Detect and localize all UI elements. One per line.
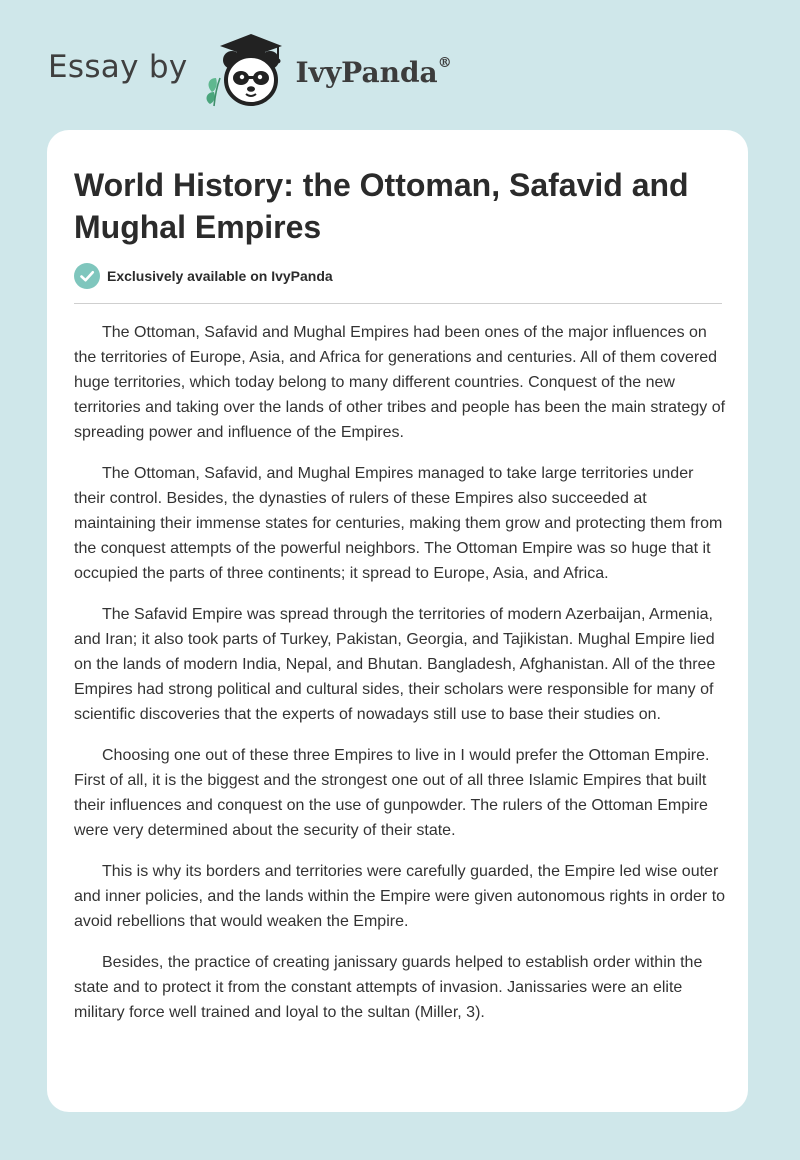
page-title: World History: the Ottoman, Safavid and Mughal Empires bbox=[74, 167, 689, 245]
paragraph: This is why its borders and territories were carefully guarded, the Empire led wise outer and inner policies, and the lands within the Empire were given autonomous rights in order to avoid rebellions that would weaken the Empire. bbox=[74, 863, 726, 930]
essay-body bbox=[74, 320, 726, 1041]
paragraph: The Ottoman, Safavid, and Mughal Empires managed to take large territories under their control. Besides, the dynasties of rulers of these Empires also succeeded at maintaining their immense states for centuries, making them grow and protecting them from the conquest attempts of the powerful neighbors. The Ottoman Empire was so huge that it occupied the parts of three continents; it spread to Europe, Asia, and Africa. bbox=[74, 465, 723, 582]
essay-by-label: Essay by bbox=[48, 49, 188, 85]
paragraph: Choosing one out of these three Empires to live in I would prefer the Ottoman Empire. First of all, it is the biggest and the strongest one out of all three Islamic Empires that built their influences and conquest on the use of gunpowder. The rulers of the Ottoman Empire were very determined about the security of their state. bbox=[74, 747, 710, 839]
panda-graduate-icon bbox=[204, 30, 290, 110]
registered-mark: ® bbox=[437, 55, 452, 72]
check-circle-icon bbox=[74, 263, 100, 289]
brand-name bbox=[296, 56, 452, 89]
paragraph: The Ottoman, Safavid and Mughal Empires had been ones of the major influences on the territories of Europe, Asia, and Africa for generations and centuries. All of them covered huge territories, which today belong to many different countries. Conquest of the new territories and taking over the lands of other tribes and people has been the main strategy of spreading power and influence of the Empires. bbox=[74, 324, 726, 441]
essay-card bbox=[47, 130, 748, 1112]
exclusive-badge bbox=[74, 263, 333, 289]
brand-name-text: IvyPanda bbox=[295, 55, 438, 89]
paragraph: The Safavid Empire was spread through the territories of modern Azerbaijan, Armenia, and Iran; it also took parts of Turkey, Pakistan, Georgia, and Tajikistan. Mughal Empire lied on the lands of modern India, Nepal, and Bhutan. Bangladesh, Afghanistan. All of the three Empires had strong political and cultural sides, their scholars were responsible for many of scientific discoveries that the experts of nowadays still use to base their studies on. bbox=[74, 606, 716, 723]
site-logo[interactable] bbox=[48, 30, 452, 110]
ivy-leaf-icon bbox=[206, 78, 219, 106]
paragraph: Besides, the practice of creating janissary guards helped to establish order within the state and to protect it from the constant attempts of invasion. Janissaries were an elite military force well trained and loyal to the sultan (Miller, 3). bbox=[74, 954, 703, 1021]
divider bbox=[74, 303, 722, 304]
exclusive-label: Exclusively available on IvyPanda bbox=[107, 268, 333, 284]
